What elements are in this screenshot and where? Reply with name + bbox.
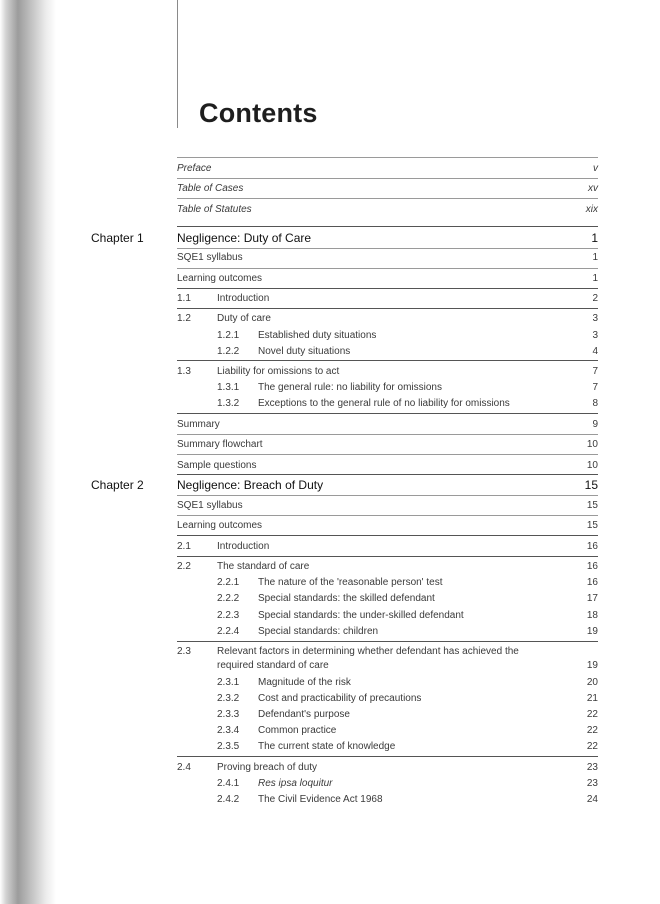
header-rule — [177, 0, 178, 128]
section-title: The standard of care — [217, 561, 310, 572]
divider — [177, 198, 598, 199]
section-title: Duty of care — [217, 313, 271, 324]
section-number: 1.2 — [177, 313, 191, 324]
entry-label: SQE1 syllabus — [177, 500, 243, 511]
entry-page: 1 — [592, 252, 598, 263]
entry-label: Summary flowchart — [177, 439, 263, 450]
section-title: Liability for omissions to act — [217, 366, 340, 377]
divider — [177, 454, 598, 455]
subsection-number: 2.3.3 — [217, 709, 240, 720]
divider — [177, 434, 598, 435]
section-number: 2.3 — [177, 646, 191, 657]
subsection-page: 19 — [586, 626, 598, 637]
section-page: 7 — [592, 366, 598, 377]
subsection-page: 18 — [586, 610, 598, 621]
divider — [177, 288, 598, 289]
subsection-number: 2.4.1 — [217, 778, 240, 789]
section-number: 2.1 — [177, 541, 191, 552]
chapter-page: 1 — [591, 231, 598, 245]
entry-page: 10 — [586, 439, 598, 450]
subsection-title: Special standards: the skilled defendant — [258, 593, 435, 604]
subsection-title: Special standards: children — [258, 626, 379, 637]
subsection-number: 2.2.4 — [217, 626, 240, 637]
subsection-number: 2.3.1 — [217, 677, 240, 688]
entry-page: 15 — [586, 520, 598, 531]
section-number: 1.1 — [177, 293, 191, 304]
entry-label: Table of Statutes — [177, 204, 252, 215]
section-page: 3 — [592, 313, 598, 324]
divider — [177, 495, 598, 496]
divider — [177, 226, 598, 227]
section-title: required standard of care — [217, 660, 329, 671]
section-page: 2 — [592, 293, 598, 304]
entry-label: Learning outcomes — [177, 520, 263, 531]
subsection-number: 2.3.5 — [217, 741, 240, 752]
subsection-title: Common practice — [258, 725, 337, 736]
subsection-page: 8 — [592, 398, 598, 409]
chapter-title: Negligence: Breach of Duty — [177, 478, 324, 492]
subsection-number: 2.3.2 — [217, 693, 240, 704]
subsection-page: 17 — [586, 593, 598, 604]
divider — [177, 515, 598, 516]
subsection-number: 2.2.1 — [217, 577, 240, 588]
subsection-title: Established duty situations — [258, 330, 377, 341]
subsection-number: 2.4.2 — [217, 794, 240, 805]
divider — [177, 556, 598, 557]
section-title: Introduction — [217, 541, 270, 552]
section-number: 1.3 — [177, 366, 191, 377]
subsection-number: 2.2.2 — [217, 593, 240, 604]
subsection-page: 22 — [586, 725, 598, 736]
book-spine-shadow — [0, 0, 56, 904]
divider — [177, 157, 598, 158]
entry-label: Summary — [177, 419, 220, 430]
subsection-number: 1.2.2 — [217, 346, 240, 357]
page-title: Contents — [199, 98, 318, 128]
subsection-page: 23 — [586, 778, 598, 789]
subsection-title: Special standards: the under-skilled defendant — [258, 610, 464, 621]
subsection-number: 1.3.1 — [217, 382, 240, 393]
subsection-page: 3 — [592, 330, 598, 341]
entry-label: Sample questions — [177, 460, 257, 471]
divider — [177, 360, 598, 361]
section-title: Introduction — [217, 293, 270, 304]
entry-page: 15 — [586, 500, 598, 511]
subsection-title: Novel duty situations — [258, 346, 351, 357]
subsection-page: 22 — [586, 709, 598, 720]
divider — [177, 474, 598, 475]
subsection-title: Cost and practicability of precautions — [258, 693, 422, 704]
subsection-number: 1.2.1 — [217, 330, 240, 341]
entry-page: xv — [588, 183, 598, 194]
entry-label: Table of Cases — [177, 183, 244, 194]
subsection-page: 22 — [586, 741, 598, 752]
subsection-title: Exceptions to the general rule of no liability for omissions — [258, 398, 510, 409]
subsection-title: The general rule: no liability for omissions — [258, 382, 442, 393]
divider — [177, 178, 598, 179]
section-page: 16 — [586, 541, 598, 552]
section-page: 16 — [586, 561, 598, 572]
divider — [177, 413, 598, 414]
chapter-label: Chapter 1 — [91, 231, 144, 245]
section-page: 23 — [586, 762, 598, 773]
entry-label: Learning outcomes — [177, 273, 263, 284]
divider — [177, 268, 598, 269]
subsection-title: The current state of knowledge — [258, 741, 396, 752]
entry-page: 1 — [592, 273, 598, 284]
subsection-page: 24 — [586, 794, 598, 805]
entry-page: v — [593, 163, 598, 174]
subsection-page: 4 — [592, 346, 598, 357]
subsection-page: 7 — [592, 382, 598, 393]
subsection-title: Defendant's purpose — [258, 709, 350, 720]
subsection-number: 1.3.2 — [217, 398, 240, 409]
subsection-title: The nature of the 'reasonable person' test — [258, 577, 443, 588]
subsection-page: 16 — [586, 577, 598, 588]
divider — [177, 756, 598, 757]
chapter-title: Negligence: Duty of Care — [177, 231, 312, 245]
section-number: 2.4 — [177, 762, 191, 773]
section-title: Relevant factors in determining whether defendant has achieved the — [217, 646, 519, 657]
entry-label: SQE1 syllabus — [177, 252, 243, 263]
subsection-number: 2.2.3 — [217, 610, 240, 621]
divider — [177, 641, 598, 642]
section-number: 2.2 — [177, 561, 191, 572]
entry-page: 9 — [592, 419, 598, 430]
divider — [177, 535, 598, 536]
section-page: 19 — [586, 660, 598, 671]
subsection-page: 20 — [586, 677, 598, 688]
entry-page: 10 — [586, 460, 598, 471]
entry-page: xix — [585, 204, 598, 215]
divider — [177, 248, 598, 249]
subsection-page: 21 — [586, 693, 598, 704]
subsection-title: Magnitude of the risk — [258, 677, 351, 688]
subsection-title: Res ipsa loquitur — [258, 778, 333, 789]
divider — [177, 308, 598, 309]
subsection-title: The Civil Evidence Act 1968 — [258, 794, 383, 805]
section-title: Proving breach of duty — [217, 762, 318, 773]
chapter-page: 15 — [584, 478, 598, 492]
entry-label: Preface — [177, 163, 212, 174]
subsection-number: 2.3.4 — [217, 725, 240, 736]
chapter-label: Chapter 2 — [91, 478, 144, 492]
